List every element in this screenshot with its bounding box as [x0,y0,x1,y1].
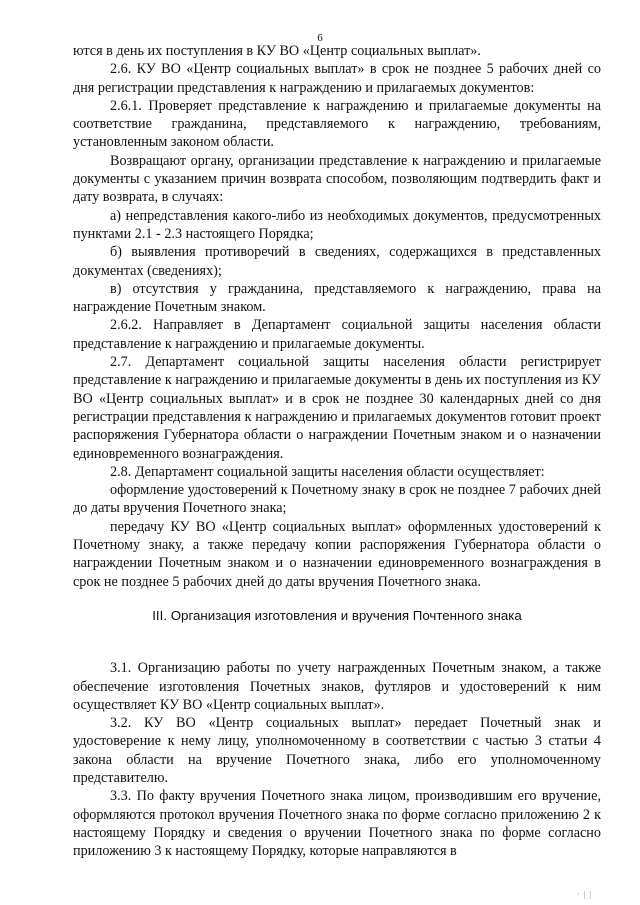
document-body [73,42,601,860]
paragraph: передачу КУ ВО «Центр социальных выплат» оформленных удостоверений к Почетному знаку, а также передачу копии распоряжения Губернатора области о награждении Почетным знаком и о назначении единовременного вознаграждения в срок не позднее 5 рабочих дней до даты вручения Почетного знака. [73,518,601,590]
paragraph: ются в день их поступления в КУ ВО «Центр социальных выплат». [73,43,481,59]
paragraph: 3.2. КУ ВО «Центр социальных выплат» передает Почетный знак и удостоверение к нему лицу, уполномоченному в соответствии с частью 3 статьи 4 закона области на вручение Почетного знака, либо его уполномоченному представителю. [73,715,601,786]
page-number: 6 [317,32,323,44]
list-item: в) отсутствия у гражданина, представляемого к награждению, права на награждение Почетным знаком. [73,280,601,316]
section-heading: III. Организация изготовления и вручения Почтенного знака [152,607,522,623]
paragraph: оформление удостоверений к Почетному знаку в срок не позднее 7 рабочих дней до даты вручения Почетного знака; [73,482,601,517]
paragraph: 2.6.2. Направляет в Департамент социальной защиты населения области представление к награждению и прилагаемые документы. [73,317,601,352]
list-item: а) непредставления какого-либо из необходимых документов, предусмотренных пунктами 2.1 - 2.3 настоящего Порядка; [73,207,601,242]
paragraph: 2.7. Департамент социальной защиты населения области регистрирует представление к награждению и прилагаемые документы в день их поступления из КУ ВО «Центр социальных выплат» и в срок не позднее 30 календарных дней со дня регистрации представления к награждению и прилагаемых документов готовит проект распоряжения Губернатора области о награждении Почетным знаком и о назначении единовременного вознаграждения. [73,354,601,462]
paragraph: 2.6.1. Проверяет представление к награждению и прилагаемые документы на соответствие гражданина, представляемого к награждению, требованиям, установленным законом области. [73,97,601,151]
paragraph: Возвращают органу, организации представление к награждению и прилагаемые документы с указанием причин возврата способом, позволяющим подтвердить факт и дату возврата, в случаях: [73,152,601,206]
paragraph: 2.6. КУ ВО «Центр социальных выплат» в срок не позднее 5 рабочих дней со дня регистрации представления к награждению и прилагаемых документов: [73,61,601,96]
scan-mark: · | | [577,890,592,899]
paragraph: 3.1. Организацию работы по учету награжденных Почетным знаком, а также обеспечение изготовления Почетных знаков, футляров и удостоверений к ним осуществляет КУ ВО «Центр социальных выплат». [73,660,601,713]
paragraph: 2.8. Департамент социальной защиты населения области осуществляет: [110,463,545,480]
list-item: б) выявления противоречий в сведениях, содержащихся в представленных документах (сведениях); [73,244,601,279]
paragraph: 3.3. По факту вручения Почетного знака лицом, производившим его вручение, оформляются протокол вручения Почетного знака по форме согласно приложению 2 к настоящему Порядку и сведения о вручении Почетного знака по форме согласно приложению 3 к настоящему Порядку, которые направляются в [73,788,601,860]
